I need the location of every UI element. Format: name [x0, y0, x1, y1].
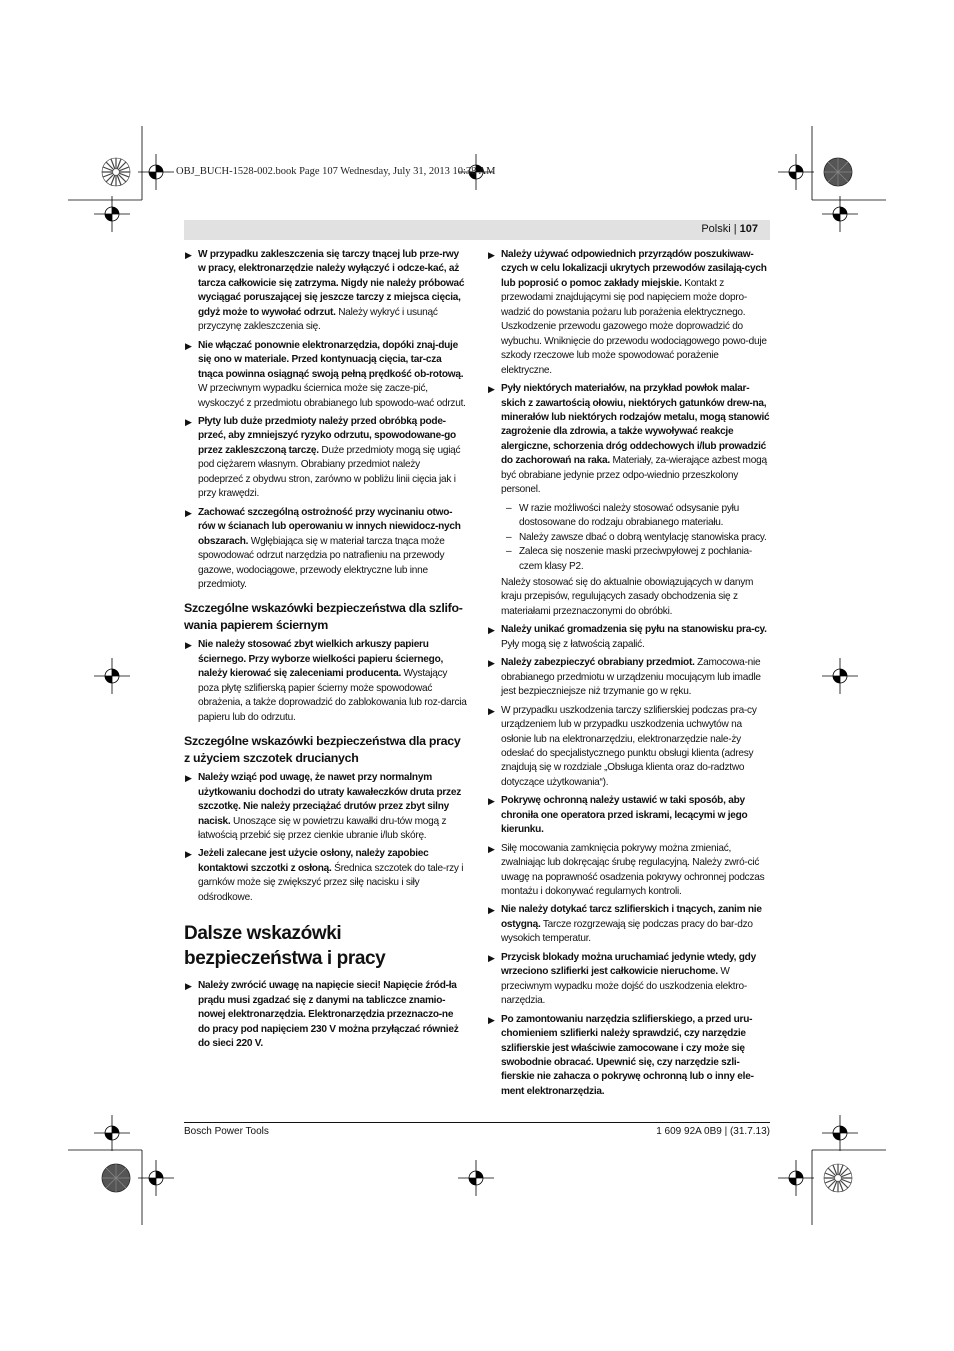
left-column — [184, 248, 467, 1055]
bullet-marker-icon: ▶ — [185, 340, 192, 351]
safety-item-bold: Należy używać odpowiednich przyrządów poszukiwaw-czych w celu lokalizacji ukrytych przewodów zasilają-cych lub poprosić o pomoc zakłady miejskie. — [501, 249, 767, 289]
safety-item-text: Należy wykryć i usunąć przyczynę zakleszczenia się. — [198, 306, 438, 333]
footer-brand: Bosch Power Tools — [184, 1126, 269, 1137]
safety-item-text: Unoszące się w powietrzu kawałki dru-tów mogą z łatwością przebić się przez cienkie ubranie i/lub skórę. — [198, 815, 447, 841]
safety-item-text: Zamocowa-nie obrabianego przedmiotu w urządzeniu mocującym lub imadle jest bezpieczniejsze niż trzymanie go w ręku. — [501, 657, 761, 698]
subheading-wire-brushes: Szczególne wskazówki bezpieczeństwa dla pracy z użyciem szczotek drucianych — [184, 734, 461, 765]
footer-code: 1 609 92A 0B9 | (31.7.13) — [656, 1126, 770, 1137]
safety-item-text: Średnica szczotek do tale-rzy i garnków może się zwiększyć przez siłę nacisku i siły odśrodkowe. — [198, 862, 464, 903]
page-number: 107 — [739, 223, 758, 235]
section-name: Polski — [701, 223, 731, 235]
safety-item-bold: Przycisk blokady można uruchamiać jedynie wtedy, gdy wrzeciono szlifierki jest całkowicie nieruchome. — [501, 951, 756, 978]
bullet-marker-icon: ▶ — [488, 250, 495, 260]
safety-item — [184, 339, 467, 411]
bullet-marker-icon: ▶ — [488, 1014, 495, 1025]
paragraph: Należy stosować się do aktualnie obowiązujących w danym kraju przepisów, regulujących zasady obchodzenia się z materiałami przeznaczonymi do obróbki. — [501, 576, 754, 617]
bullet-marker-icon: ▶ — [488, 384, 495, 395]
safety-item — [184, 638, 467, 725]
safety-item-text: Wystający poza płytę szlifierską papier ścierny może spowodować obrażenia, a także doprowadzić do zablokowania lub roz-darcia papieru lub do odrzutu. — [198, 668, 467, 723]
safety-item-text: Wgłębiająca się w materiał tarcza tnąca może spowodować odrzut narzędzia po natrafieniu na przewody gazowe, wodociągowe, przewody elektryczne lub inne przedmioty. — [198, 535, 445, 590]
safety-item — [184, 415, 467, 502]
safety-item-bold: Po zamontowaniu narzędzia szlifierskiego, a przed uru-chomieniem szlifierki należy sprawdzić, czy narzędzie szlifierskie jest właściwie zamocowane i czy może się swobodnie obracać. Upewnić się, czy narzędzie szli-fierskie nie zahacza o pokrywę ochronną lub o inny ele-ment elektronarzędzia. — [501, 1013, 754, 1097]
dash-item-text: Zaleca się noszenie maski przeciwpyłowej z pochłania-czem klasy P2. — [519, 546, 753, 572]
safety-item — [184, 506, 467, 593]
bullet-marker-icon: ▶ — [185, 250, 192, 260]
safety-item — [487, 842, 770, 900]
safety-item — [487, 1013, 770, 1100]
safety-item-text: Kontakt z przewodami znajdującymi się pod napięciem może dopro-wadzić do powstania pożaru lub porażenia elektrycznego. Uszkodzenie przewodu gazowego może doprowadzić do wybuchu. Wniknięcie do przewodu wodociągowego powo-duje szkody rzeczowe lub może spowodować porażenie elektryczne. — [501, 277, 767, 376]
safety-item-text: Siłę mocowania zamknięcia pokrywy można zmieniać, zwalniając lub dokręcając śrubę regulacyjną. Należy zwró-cić uwagę na poprawność osadzenia pokrywy ochronnej podczas montażu i dokonywać regularnych kontroli. — [501, 842, 765, 898]
bullet-marker-icon: ▶ — [185, 773, 192, 784]
safety-item-bold: Należy zabezpieczyć obrabiany przedmiot. — [501, 657, 695, 669]
bullet-marker-icon: ▶ — [488, 625, 495, 636]
safety-item — [487, 704, 770, 791]
safety-item-text: Materiały, za-wierające azbest mogą być obrabiane jedynie przez odpo-wiednio przeszkolony personel. — [501, 455, 767, 496]
safety-item — [487, 951, 770, 1009]
bullet-marker-icon: ▶ — [488, 843, 495, 854]
bullet-marker-icon: ▶ — [185, 849, 192, 860]
bullet-marker-icon: ▶ — [488, 658, 495, 669]
dash-item-text: Należy zawsze dbać o dobrą wentylację stanowiska pracy. — [519, 531, 767, 543]
bullet-marker-icon: ▶ — [185, 640, 192, 651]
safety-item — [487, 248, 770, 378]
safety-item-bold: Nie włączać ponownie elektronarzędzia, dopóki znaj-duje się ono w materiale. Przed kontynuacją cięcia, tar-cza tnąca powinna osiągnąć swoją pełną prędkość ob-rotową. — [198, 339, 464, 380]
safety-item-bold: Płyty lub duże przedmioty należy przed obróbką pode-przeć, aby zmniejszyć ryzyko odrzutu, spowodowane-go przez zakleszczoną tarczę. — [198, 415, 456, 456]
safety-item — [184, 771, 467, 843]
safety-item-bold: Należy zwrócić uwagę na napięcie sieci! Napięcie źród-ła prądu musi zgadzać się z danymi na tabliczce znamio-nowej elektronarzędzia. Elektronarzędzia przeznaczo-ne do pracy pod napięciem 230 V można przyłączać również do sieci 220 V. — [198, 980, 459, 1050]
dash-marker: – — [506, 546, 512, 558]
footer-divider — [184, 1122, 770, 1123]
safety-item — [184, 847, 467, 905]
safety-item — [487, 794, 770, 837]
safety-item-bold: Jeżeli zalecane jest użycie osłony, należy zapobiec kontaktowi szczotki z osłoną. — [198, 848, 429, 874]
safety-item-bold: Pyły niektórych materiałów, na przykład powłok malar-skich z zawartością ołowiu, niektórych gatunków drew-na, minerałów lub niektórych rodzajów metalu, mogą stanowić zagrożenie dla zdrowia, a także wywoływać reakcje alergiczne, schorzenia dróg oddechowych i/lub prowadzić do zachorowań na raka. — [501, 383, 770, 467]
safety-item — [487, 382, 770, 498]
safety-item — [184, 248, 467, 335]
dash-item — [487, 545, 770, 574]
bullet-marker-icon: ▶ — [488, 705, 495, 716]
safety-item-bold: W przypadku zakleszczenia się tarczy tnącej lub prze-rwy w pracy, elektronarzędzie należy wyłączyć i odcze-kać, aż tarcza całkowicie się zatrzyma. Nigdy nie należy próbować wyciągać poruszającej się jeszcze tarczy z miejsca cięcia, gdyż może to wywołać odrzut. — [198, 249, 465, 318]
safety-item-text: W przeciwnym wypadku ściernica może się zacze-pić, wyskoczyć z przedmiotu obrabianego lub spowodo-wać odrzut. — [198, 383, 466, 409]
safety-item-bold: Należy wziąć pod uwagę, że nawet przy normalnym użytkowaniu dochodzi do utraty kawałeczków druta przez szczotkę. Nie należy przeciążać drutów przez zbyt silny nacisk. — [198, 772, 461, 827]
safety-item-text: Duże przedmioty mogą się ugiąć pod ciężarem własnym. Obrabiany przedmiot należy podeprzeć z obydwu stron, zarówno w pobliżu linii cięcia jak i przy krawędzi. — [198, 444, 461, 500]
safety-item-bold: Pokrywę ochronną należy ustawić w taki sposób, aby chroniła one operatora przed iskrami, lecącymi w jego kierunku. — [501, 795, 748, 836]
section-heading: Dalsze wskazówki bezpieczeństwa i pracy — [184, 923, 386, 970]
safety-item — [487, 656, 770, 699]
dash-marker: – — [506, 531, 512, 543]
safety-item-text: Tarcze rozgrzewają się podczas pracy do bar-dzo wysokich temperatur. — [501, 918, 753, 945]
dash-item-text: W razie możliwości należy stosować odsysanie pyłu dostosowane do rodzaju obrabianego materiału. — [519, 502, 739, 529]
bullet-marker-icon: ▶ — [185, 981, 192, 992]
safety-item-bold: Nie należy stosować zbyt wielkich arkuszy papieru ściernego. Przy wyborze wielkości papieru ściernego, należy kierować się zaleceniami producenta. — [198, 639, 444, 680]
subheading-sanding: Szczególne wskazówki bezpieczeństwa dla szlifo-wania papierem ściernym — [184, 601, 463, 632]
bullet-marker-icon: ▶ — [185, 416, 192, 427]
dash-item — [487, 502, 770, 531]
bullet-marker-icon: ▶ — [488, 905, 495, 916]
safety-item-text: W przeciwnym wypadku może dojść do uszkodzenia elektro-narzędzia. — [501, 966, 747, 1007]
header-separator: | — [730, 223, 740, 235]
safety-item-bold: Należy unikać gromadzenia się pyłu na stanowisku pra-cy. — [501, 624, 767, 636]
safety-item — [487, 623, 770, 652]
safety-item-bold: Zachować szczególną ostrożność przy wycinaniu otwo-rów w ścianach lub operowaniu w innych niewidocz-nych obszarach. — [198, 506, 461, 547]
safety-item-bold: Nie należy dotykać tarcz szlifierskich i tnących, zanim nie ostygną. — [501, 904, 762, 930]
dash-item — [487, 531, 770, 545]
bullet-marker-icon: ▶ — [488, 952, 495, 963]
safety-item — [184, 979, 467, 1051]
right-column — [487, 248, 770, 1103]
bullet-marker-icon: ▶ — [488, 796, 495, 807]
safety-item-text: Pyły mogą się z łatwością zapalić. — [501, 638, 645, 650]
safety-item — [487, 903, 770, 946]
bullet-marker-icon: ▶ — [185, 507, 192, 518]
file-header: OBJ_BUCH-1528-002.book Page 107 Wednesday, July 31, 2013 10:38 AM — [176, 166, 496, 177]
page-header-label — [701, 223, 758, 235]
safety-item-text: W przypadku uszkodzenia tarczy szlifierskiej podczas pra-cy urządzeniem lub w przypadku uszkodzenia uchwytów na osłonie lub na elektronarzędziu, elektronarzędzie nale-ży odesłać do specjalistycznego punktu obsługi klienta (adresy znajdują się w rozdziale „Obsługa klienta oraz do-radztwo dotyczące użytkowania“). — [501, 704, 757, 788]
page-header — [184, 220, 770, 240]
dash-marker: – — [506, 502, 512, 514]
